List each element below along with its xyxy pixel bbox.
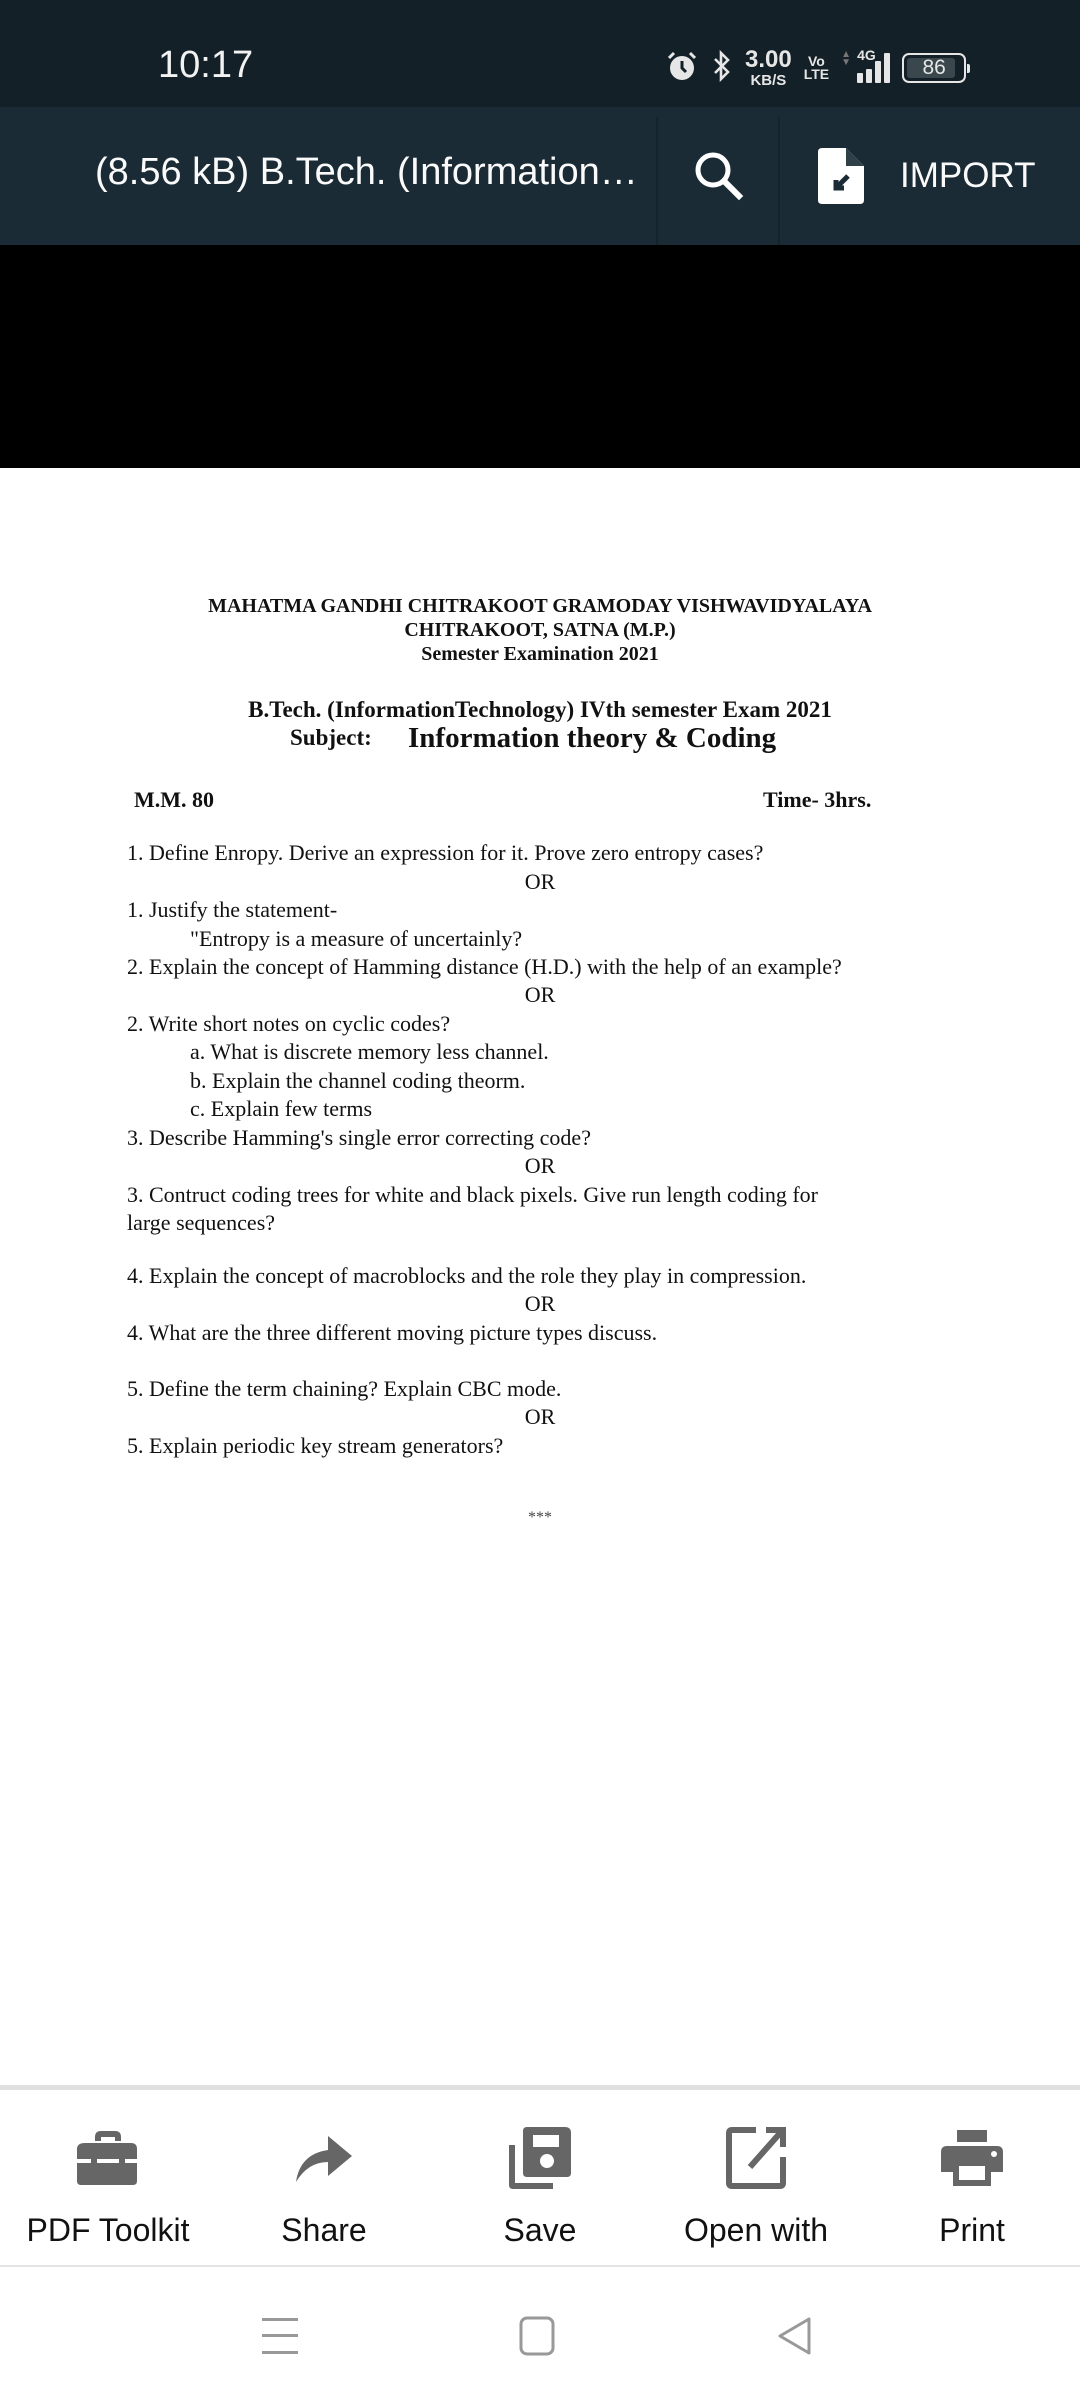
battery-icon [902, 53, 966, 83]
back-button[interactable] [765, 2311, 825, 2361]
share-button[interactable]: Share [216, 2090, 432, 2265]
or-separator: OR [524, 1291, 556, 1316]
open-external-icon [724, 2126, 788, 2190]
back-icon [777, 2316, 813, 2356]
alarm-icon [665, 49, 699, 88]
max-marks: M.M. 80 [134, 787, 215, 812]
status-time: 10:17 [158, 44, 254, 86]
share-icon [292, 2126, 356, 2190]
search-icon [689, 146, 749, 206]
or-separator: OR [524, 1153, 556, 1178]
recents-icon [261, 2317, 299, 2355]
question-2a: 2. Explain the concept of Hamming distance (H.D.) with the help of an example? [127, 954, 842, 979]
file-import-icon [818, 148, 864, 204]
open-with-button[interactable]: Open with [648, 2090, 864, 2265]
question-1b: 1. Justify the statement- [127, 897, 338, 922]
end-mark: *** [528, 1509, 552, 1526]
battery-level: 86 [922, 56, 946, 79]
network-speed: 3.00 KB/S [745, 46, 792, 89]
toolbar-divider [656, 117, 658, 245]
import-button[interactable] [780, 107, 1080, 245]
subject-name: Information theory & Coding [408, 722, 777, 754]
question-3a: 3. Describe Hamming's single error correcting code? [127, 1125, 591, 1150]
subject-label: Subject: [290, 725, 372, 750]
status-bar [0, 0, 1080, 107]
exam-title: Semester Examination 2021 [421, 643, 659, 665]
or-separator: OR [524, 869, 556, 894]
save-button[interactable]: Save [432, 2090, 648, 2265]
print-icon [940, 2126, 1004, 2190]
university-name: MAHATMA GANDHI CHITRAKOOT GRAMODAY VISHWAVIDYALAYA [208, 595, 872, 617]
exam-time: Time- 3hrs. [763, 787, 872, 812]
question-4a: 4. Explain the concept of macroblocks and the role they play in compression. [127, 1263, 807, 1288]
import-label: IMPORT [900, 156, 1036, 195]
question-3b-line2: large sequences? [127, 1210, 276, 1235]
pdf-page [0, 468, 1080, 2110]
status-icons [665, 46, 966, 90]
question-2b-b: b. Explain the channel coding theorm. [190, 1068, 526, 1093]
question-5b: 5. Explain periodic key stream generators? [127, 1433, 504, 1458]
question-1a: 1. Define Enropy. Derive an expression for it. Prove zero entropy cases? [127, 840, 764, 865]
save-icon [508, 2126, 572, 2190]
app-toolbar [0, 107, 1080, 245]
question-5a: 5. Define the term chaining? Explain CBC mode. [127, 1376, 562, 1401]
data-activity-icon: ▲ ▼ [841, 49, 852, 68]
question-3b-line1: 3. Contruct coding trees for white and black pixels. Give run length coding for [127, 1182, 818, 1207]
question-2b-a: a. What is discrete memory less channel. [190, 1039, 549, 1064]
course-title: B.Tech. (InformationTechnology) IVth semester Exam 2021 [248, 697, 832, 722]
pdf-toolkit-button[interactable]: PDF Toolkit [0, 2090, 216, 2265]
question-4b: 4. What are the three different moving picture types discuss. [127, 1320, 658, 1345]
bluetooth-icon [711, 49, 733, 88]
question-1b-quote: "Entropy is a measure of uncertainly? [190, 926, 523, 951]
home-icon [519, 2316, 555, 2356]
search-button[interactable] [660, 107, 778, 245]
volte-indicator: Vo LTE [803, 52, 830, 82]
home-button[interactable] [507, 2311, 567, 2361]
or-separator: OR [524, 982, 556, 1007]
print-button[interactable]: Print [864, 2090, 1080, 2265]
question-2b: 2. Write short notes on cyclic codes? [127, 1011, 451, 1036]
recents-button[interactable] [250, 2311, 310, 2361]
document-title: (8.56 kB) B.Tech. (Information… [95, 151, 638, 193]
question-2b-c: c. Explain few terms [190, 1096, 373, 1121]
toolbox-icon [76, 2126, 140, 2190]
pdf-viewer[interactable] [0, 245, 1080, 2085]
bottom-action-bar [0, 2090, 1080, 2265]
or-separator: OR [524, 1404, 556, 1429]
signal-icon: ▲ ▼ 4G [841, 53, 890, 83]
system-nav-bar [0, 2265, 1080, 2400]
university-location: CHITRAKOOT, SATNA (M.P.) [404, 619, 676, 641]
